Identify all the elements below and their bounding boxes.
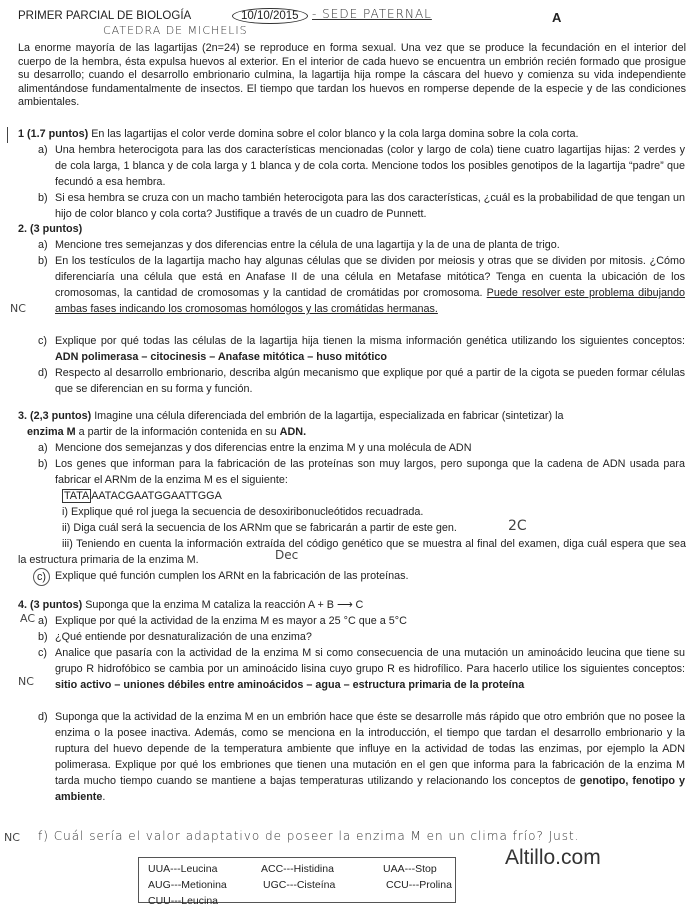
item-label: b) [38,192,48,204]
item-label: c) [38,647,47,659]
question-2b [38,253,686,317]
item-text: Explique qué función cumplen los ARNt en la fabricación de las proteínas. [55,570,409,582]
codon: UGC---Cisteína [263,879,336,891]
item-label: a) [38,615,48,627]
item-text: Si esa hembra se cruza con un macho también heterocigota para las dos características, ¿cuál es la probabilidad de que tengan un hijo de color blanco y cola corta? Justifique a través de un cuadro de Punnett. [55,192,685,220]
question-1-points: 1 (1.7 puntos) [18,128,89,140]
question-2-points: 2. (3 puntos) [18,223,83,235]
question-3-points: 3. (2,3 puntos) [18,410,92,422]
item-text: ¿Qué entiende por desnaturalización de una enzima? [55,631,312,643]
question-3 [18,408,686,440]
item-label: a) [38,239,48,251]
question-3-bold2: ADN. [279,426,307,438]
question-4d: d) Suponga que la actividad de la enzima M en un embrión hace que éste se desarrolle más rápido que otro embrión que no posee la enzima o la posee inactiva. Además, como se menciona en la introducción, el tiempo que tardan el desarrollo embrionario y la ruptura del huevo depende de la temperatura ambiente que influye en la actividad de todas las enzimas, por ejemplo la ADN polimerasa. Explique por qué los embriones que tienen una mutación en el gen que informa para la fabricación de la enzima M tarda mucho tiempo cuando se mantiene a bajas temperaturas utilizando y relacionando los conceptos de genotipo, fenotipo y ambiente. [38,711,686,803]
codon: CCU---Prolina [386,879,452,891]
item-text: Una hembra heterocigota para las dos características mencionadas (color y largo de cola) tiene cuatro lagartijas hijas: 2 verdes y de cola larga, 1 blanca y de cola larga y 1 blanca y de cola corta. Mencione todos los posibles genotipos de la lagartija “padre” que fecundó a esa hembra. [55,144,685,188]
question-3-text: Imagine una célula diferenciada del embrión de la lagartija, especializada en fabricar (sintetizar) la [94,410,564,422]
question-1a [38,142,685,190]
question-4f-handwritten: f) Cuál sería el valor adaptativo de poseer la enzima M en un clima frío? Just. [38,829,580,843]
grading-mark: 2C [508,518,527,534]
dna-sequence-boxed: TATA [64,490,90,502]
margin-line [7,127,8,143]
question-4a [38,613,685,629]
item-label: c) [33,568,50,586]
question-3a [38,440,685,456]
question-1b [38,190,685,222]
item-concepts: sitio activo – uniones débiles entre aminoácidos – agua – estructura primaria de la proteína [55,679,525,691]
item-label: d) [38,367,48,379]
question-3b-i: i) Explique qué rol juega la secuencia de desoxiribonucleótidos recuadrada. [62,506,424,518]
item-concepts: genotipo, fenotipo y ambiente [55,775,686,803]
item-label: b) [38,631,48,643]
grading-mark: NC [4,831,20,844]
question-4-points: 4. (3 puntos) [18,599,83,611]
question-3-text2: a partir de la información contenida en su [78,426,277,438]
exam-version: A [552,10,562,25]
question-3b [38,456,685,488]
item-text: Analice que pasaría con la actividad de la enzima M si como consecuencia de una mutación un aminoácido leucina que tiene su grupo R hidrofóbico se cambia por un aminoácido lisina cuyo grupo R es hidrofílico. Para hacerlo utilice los siguientes conceptos: [55,647,685,675]
dna-sequence-rest: AATACGAATGGAATTGGA [91,490,222,502]
question-3b-iii: iii) Teniendo en cuenta la información extraída del código genético que se muestra al final del examen, diga cuál espera que sea la estructura primaria de la enzima M. [18,538,686,566]
question-2d [38,365,685,397]
codon: AUG---Metionina [148,879,227,891]
question-3c [37,568,685,584]
codon: ACC---Histidina [261,863,334,875]
question-3b-ii: ii) Diga cuál será la secuencia de los ARNm que se fabricarán a partir de este gen. [62,522,457,534]
dna-sequence [62,488,222,504]
item-concepts: ADN polimerasa – citocinesis – Anafase mitótica – huso mitótico [55,351,387,363]
question-3-bold: enzima M [27,426,76,438]
item-text: Explique por qué todas las células de la lagartija hija tienen la misma información genética utilizando los siguientes conceptos: [55,335,685,347]
item-label: c) [38,335,47,347]
item-text: Explique por qué la actividad de la enzima M es mayor a 25 °C que a 5°C [55,615,407,627]
item-text: Suponga que la actividad de la enzima M en un embrión hace que éste se desarrolle más rápido que otro embrión que no posee la enzima o la posee inactiva. Además, como se menciona en la introducción, el tiempo que tardan el desarrollo embrionario y la ruptura del huevo depende de la temperatura ambiente que influye en la actividad de todas las enzimas, por ejemplo la ADN polimerasa. Explique por qué los embriones que tienen una mutación en el gen que informa para la fabricación de la enzima M tarda mucho tiempo cuando se mantiene a bajas temperaturas utilizando y relacionando los conceptos de [55,711,685,787]
question-2a [38,237,685,253]
question-4-text: Suponga que la enzima M cataliza la reacción A + B ⟶ C [85,599,364,611]
item-text: Mencione tres semejanzas y dos diferencias entre la célula de una lagartija y la de una de planta de trigo. [55,239,560,251]
codon: UAA---Stop [383,863,437,875]
codon: UUA---Leucina [148,863,218,875]
question-1 [18,126,688,142]
item-text: Mencione dos semejanzas y dos diferencias entre la enzima M y una molécula de ADN [55,442,472,454]
question-4 [18,597,363,613]
grading-mark: Dec [275,548,299,562]
question-4b [38,629,685,645]
item-text: En los testículos de la lagartija macho hay algunas células que se dividen por meiosis y otras que se dividen por mitosis. ¿Cómo diferenciaría una célula que está en Anafase II de una célula en Metafase mitótica? Tenga en cuenta la ubicación de los cromosomas, la cantidad de cromosomas y la cantidad de cromátidas por cromosoma. [55,255,685,299]
item-label: d) [38,711,48,723]
exam-sede: - SEDE PATERNAL [312,7,432,21]
exam-title: PRIMER PARCIAL DE BIOLOGÍA [18,10,192,22]
question-2c [38,333,685,365]
genetic-code-table [138,857,456,907]
item-text: Los genes que informan para la fabricación de las proteínas son muy largos, pero suponga que la cadena de ADN usada para fabricar el ARNm de la enzima M es el siguiente: [55,458,685,486]
exam-catedra: CATEDRA DE MICHELIS [103,24,248,37]
item-label: b) [38,255,48,267]
codon: CUU---Leucina [148,895,219,907]
grading-mark: NC [10,302,26,315]
question-1-text: En las lagartijas el color verde domina sobre el color blanco y la cola larga domina sobre la cola corta. [91,128,579,140]
item-label: a) [38,144,48,156]
item-text: Respecto al desarrollo embrionario, describa algún mecanismo que explique por qué a partir de la cigota se pueden formar células que se diferencian en su forma y función. [55,367,685,395]
grading-mark: AC [20,612,36,625]
item-text-underlined: Puede resolver este problema dibujando ambas fases indicando los cromosomas homólogos y las cromátidas hermanas. [55,287,686,315]
watermark: Altillo.com [505,846,601,869]
exam-date: 10/10/2015 [232,8,308,24]
item-label: b) [38,458,48,470]
grading-mark: NC [18,675,34,688]
intro-paragraph: La enorme mayoría de las lagartijas (2n=24) se reproduce en forma sexual. Una vez que se produce la fecundación en el interior del cuerpo de la hembra, ésta expulsa huevos al exterior. En el interior de cada huevo se encuentra un embrión recién formado que prosigue su desarrollo; cuando el desarrollo embrionario culmina, la lagartija hija rompe la cáscara del huevo y comienza su vida independiente alimentándose fundamentalmente de insectos. El tiempo que tardan los huevos en romperse depende de la especie y de las condiciones ambientales. [18,42,686,109]
item-label: a) [38,442,48,454]
question-4c [38,645,685,693]
